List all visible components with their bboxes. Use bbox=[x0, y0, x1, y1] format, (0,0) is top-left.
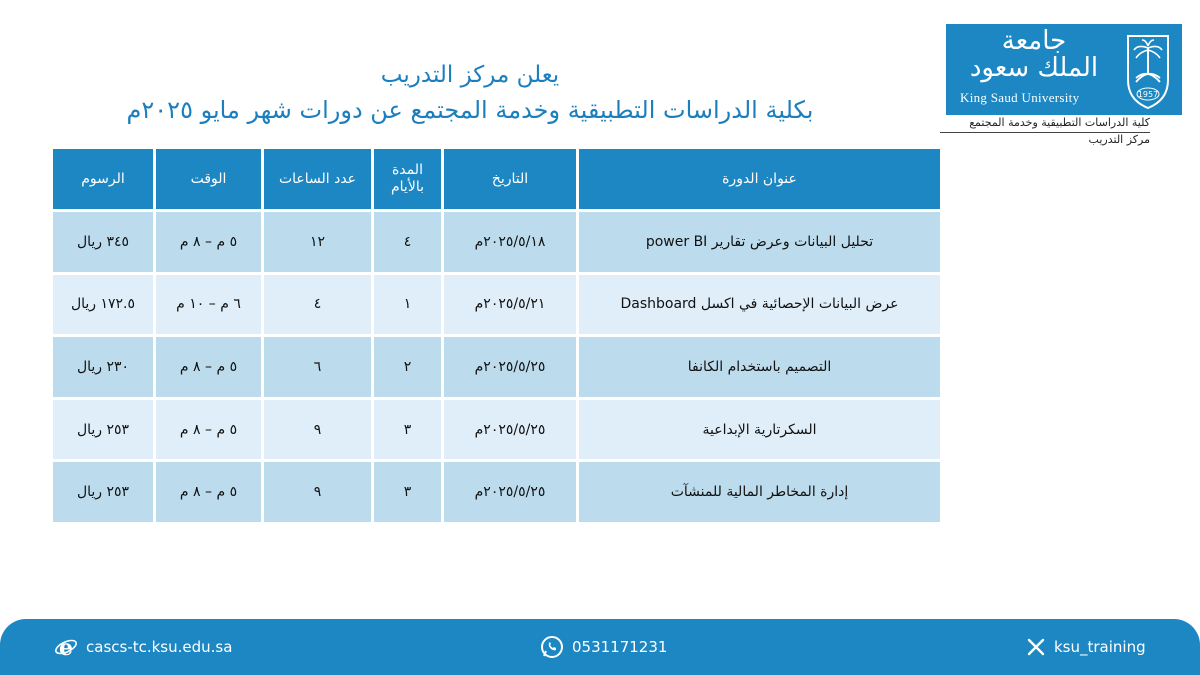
table-row bbox=[52, 273, 942, 336]
course-hours: ٤ bbox=[263, 273, 373, 336]
header-date: التاريخ bbox=[443, 148, 578, 211]
table-row bbox=[52, 211, 942, 274]
footer-bar bbox=[0, 619, 1200, 675]
course-duration: ٤ bbox=[373, 211, 443, 274]
course-date: ٢٠٢٥/٥/٢٥م bbox=[443, 336, 578, 399]
course-time: ٥ م – ٨ م bbox=[155, 211, 263, 274]
header-fees: الرسوم bbox=[52, 148, 155, 211]
courses-table bbox=[50, 146, 943, 525]
ksu-logo bbox=[946, 24, 1182, 115]
course-title: السكرتارية الإبداعية bbox=[578, 398, 942, 461]
course-duration: ٣ bbox=[373, 398, 443, 461]
phone-number[interactable]: 0531171231 bbox=[572, 638, 668, 656]
course-fees: ٢٣٠ ريال bbox=[52, 336, 155, 399]
course-title: التصميم باستخدام الكانفا bbox=[578, 336, 942, 399]
x-account[interactable] bbox=[1026, 633, 1146, 661]
x-handle[interactable]: ksu_training bbox=[1054, 638, 1146, 656]
course-time: ٦ م – ١٠ م bbox=[155, 273, 263, 336]
course-time: ٥ م – ٨ م bbox=[155, 336, 263, 399]
logo-year: 1957 bbox=[1137, 90, 1159, 99]
table-row bbox=[52, 398, 942, 461]
website-link[interactable] bbox=[54, 633, 232, 661]
course-hours: ٦ bbox=[263, 336, 373, 399]
header-title: عنوان الدورة bbox=[578, 148, 942, 211]
course-duration: ٢ bbox=[373, 336, 443, 399]
x-logo-icon bbox=[1026, 637, 1046, 657]
svg-text:e: e bbox=[59, 635, 73, 659]
college-name: كلية الدراسات التطبيقية وخدمة المجتمع bbox=[940, 116, 1150, 133]
logo-arabic bbox=[954, 28, 1114, 83]
course-hours: ٩ bbox=[263, 398, 373, 461]
internet-explorer-icon bbox=[54, 635, 78, 659]
table-header-row bbox=[52, 148, 942, 211]
course-duration: ٣ bbox=[373, 461, 443, 524]
course-fees: ١٧٢.٥ ريال bbox=[52, 273, 155, 336]
course-time: ٥ م – ٨ م bbox=[155, 398, 263, 461]
course-date: ٢٠٢٥/٥/١٨م bbox=[443, 211, 578, 274]
header-duration: المدة بالأيام bbox=[373, 148, 443, 211]
course-fees: ٢٥٣ ريال bbox=[52, 398, 155, 461]
course-fees: ٢٥٣ ريال bbox=[52, 461, 155, 524]
course-duration: ١ bbox=[373, 273, 443, 336]
headline-line1: يعلن مركز التدريب bbox=[380, 62, 560, 88]
course-title: إدارة المخاطر المالية للمنشآت bbox=[578, 461, 942, 524]
course-date: ٢٠٢٥/٥/٢٥م bbox=[443, 398, 578, 461]
table-row bbox=[52, 461, 942, 524]
logo-english: King Saud University bbox=[960, 90, 1080, 105]
website-text[interactable]: cascs-tc.ksu.edu.sa bbox=[86, 638, 233, 656]
announcement-headline bbox=[40, 58, 900, 128]
headline-line2: بكلية الدراسات التطبيقية وخدمة المجتمع عن دورات شهر مايو ٢٠٢٥م bbox=[126, 96, 814, 124]
course-time: ٥ م – ٨ م bbox=[155, 461, 263, 524]
header-time: الوقت bbox=[155, 148, 263, 211]
course-hours: ٩ bbox=[263, 461, 373, 524]
course-title: تحليل البيانات وعرض تقارير power BI bbox=[578, 211, 942, 274]
training-center-name: مركز التدريب bbox=[1088, 133, 1150, 146]
header-hours: عدد الساعات bbox=[263, 148, 373, 211]
whatsapp-icon bbox=[540, 635, 564, 659]
table-row bbox=[52, 336, 942, 399]
course-date: ٢٠٢٥/٥/٢٥م bbox=[443, 461, 578, 524]
course-fees: ٣٤٥ ريال bbox=[52, 211, 155, 274]
course-hours: ١٢ bbox=[263, 211, 373, 274]
course-title: عرض البيانات الإحصائية في اكسل Dashboard bbox=[578, 273, 942, 336]
logo-arabic-line1: جامعة bbox=[1001, 26, 1067, 56]
logo-arabic-line2: الملك سعود bbox=[969, 53, 1099, 84]
palm-swords-emblem-icon bbox=[1120, 30, 1176, 110]
phone-contact[interactable] bbox=[540, 633, 667, 661]
course-date: ٢٠٢٥/٥/٢١م bbox=[443, 273, 578, 336]
